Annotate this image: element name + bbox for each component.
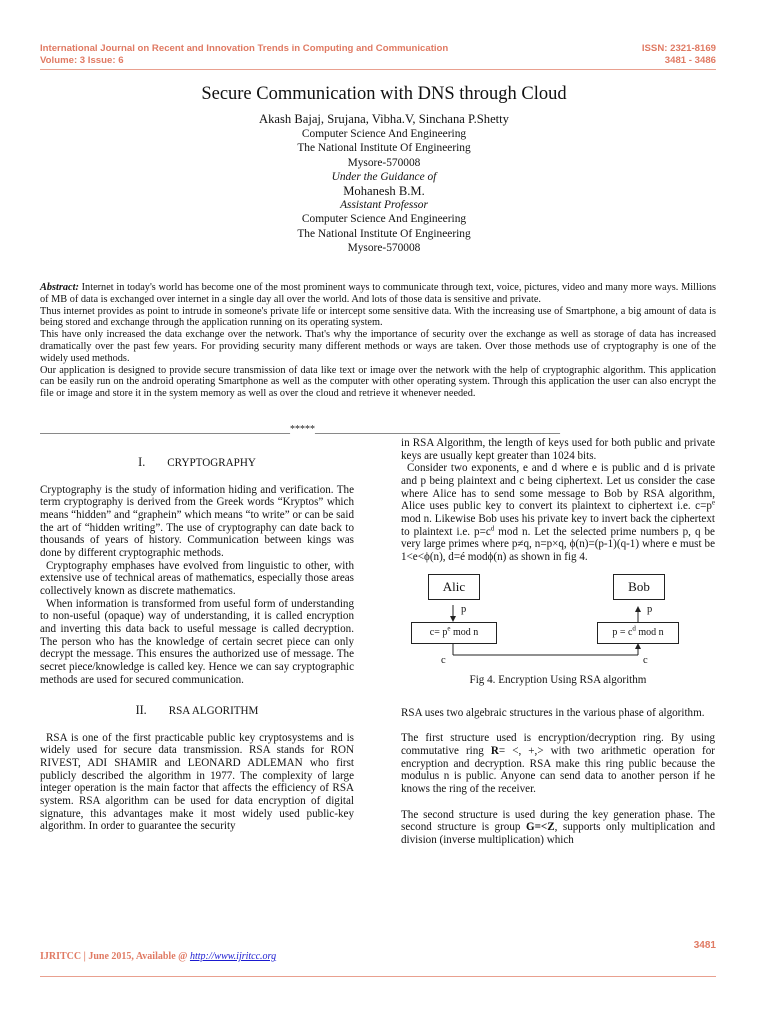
- guide-city: Mysore-570008: [347, 241, 421, 254]
- guide-inst: The National Institute Of Engineering: [297, 227, 471, 240]
- journal-link[interactable]: http://www.ijritcc.org: [189, 951, 277, 962]
- journal-name: International Journal on Recent and Innovation Trends in Computing and Communication: [40, 43, 449, 54]
- section-2-number: II.: [135, 703, 147, 718]
- rsa-structures-para: RSA uses two algebraic structures in the various phase of algorithm.: [401, 706, 705, 719]
- rsa-exponents-para: Consider two exponents, e and d where e is public and d is private and p being plaintext and c being ciphertext. Let us consider the case where Alice has to send some message to Bob by RSA algorithm, Alice uses public key to convert its plaintext to ciphertext i.e. $c=p^e$ mod n. Likewise Bob uses his private key to invert back the ciphertext to plaintext i.e. $p=c^d$ mod n. Let the selected prime numbers p, q be very large primes where p≠q, n=p×q, ϕ(n)=(p-1)(q-1) where e must be 1<e<ϕ(n), d=é modϕ(n) as shown in fig 4.: [401, 462, 715, 563]
- left-column: [40, 456, 354, 833]
- journal-pages: 3481 - 3486: [664, 54, 716, 66]
- section-divider: __________________________________________________*****_________________________________________________: [40, 425, 560, 435]
- abstract: [40, 282, 716, 400]
- figure-caption: Fig 4. Encryption Using RSA algorithm: [469, 673, 647, 686]
- right-column: [401, 437, 715, 846]
- label-c-left: c: [441, 654, 446, 666]
- affiliation-dept: Computer Science And Engineering: [301, 128, 467, 141]
- abstract-para-2: Thus internet provides as point to intrude in someone's private life or intercept some sensitive data. With the increasing use of Smartphone, a big amount of data is being stored and exchange through the application running on its operating system.: [40, 305, 716, 329]
- abstract-label: Abstract:: [40, 282, 79, 293]
- affiliation-city: Mysore-570008: [347, 156, 421, 169]
- abstract-para-3: This have only increased the data exchange over the network. That's why the importance of security over the exchange as well as storage of data has increased dramatically over the past few years. For providing security many different methods or ways are taken. Over those methods use of cryptography is one of the widely used methods.: [40, 329, 716, 364]
- section-2-title: RSA ALGORITHM: [168, 705, 259, 718]
- crypto-para-3: When information is transformed from useful form of understanding to non-useful (opaque) way of understanding, it is called encryption and inverting this data back to useful message is called decryption. The person who has the knowledge of certain secret piece can only decrypt the message. This ensures the authorized use of message. The secret piece/knowledge is called key. Hence we can say cryptographic methods are used for secured communication.: [40, 597, 354, 686]
- authors: Akash Bajaj, Srujana, Vibha.V, Sinchana P.Shetty: [259, 112, 509, 126]
- footer-rule: [40, 976, 716, 977]
- section-1-heading: [40, 456, 354, 470]
- label-c-right: c: [643, 654, 648, 666]
- paper-title: Secure Communication with DNS through Cloud: [201, 84, 567, 104]
- abstract-text-1: Internet in today's world has become one of the most prominent ways to communicate through text, voice, pictures, video and many more ways. Millions of MB of data is exchanged over internet in a single day all over the world. And lots of those data is sensitive and private.: [40, 282, 716, 305]
- abstract-para-1: [40, 282, 716, 306]
- label-p-left: p: [461, 603, 467, 615]
- rsa-keylength-para: in RSA Algorithm, the length of keys used for both public and private keys are usually kept greater than 1024 bits.: [401, 437, 715, 462]
- author-block: [0, 112, 768, 255]
- journal-volume: Volume: 3 Issue: 6: [40, 54, 124, 66]
- group-para: The second structure is used during the key generation phase. The second structure is group G=<Z, supports only multiplication and division (inverse multiplication) which: [401, 808, 715, 846]
- guide-name: Mohanesh B.M.: [343, 184, 425, 199]
- section-1-title: CRYPTOGRAPHY: [167, 457, 256, 469]
- abstract-para-4: Our application is designed to provide secure transmission of data like text or image over the network with the help of cryptographic algorithm. This application can be easily run on the android operating Smartphone as well as the computer with other operating system. Through this application the user can also encrypt the file or image and store it in the system memory as well as over the cloud and retrieve it whenever needed.: [40, 364, 716, 400]
- guide-dept: Computer Science And Engineering: [301, 213, 467, 226]
- alice-box: Alic: [428, 574, 480, 600]
- page-number: 3481: [693, 940, 716, 951]
- label-p-right: p: [647, 603, 653, 615]
- rsa-figure: [401, 574, 715, 699]
- guide-title: Assistant Professor: [340, 199, 428, 212]
- affiliation-inst: The National Institute Of Engineering: [297, 142, 471, 155]
- rsa-para-1: RSA is one of the first practicable public key cryptosystems and is widely used for secure data transmission. RSA stands for RON RIVEST, ADI SHAMIR and LEONARD ADLEMAN who first publicly described the algorithm in 1977. The complexity of large integer operation is the main factor that affects the efficiency of RSA system. RSA algorithm can be used for data encryption of digital signature, this advantages make it most widely used public-key algorithm. In order to guarantee the security: [40, 731, 354, 833]
- ring-para: The first structure used is encryption/decryption ring. By using commutative ring R= <, +,> with two arithmetic operation for encryption and decryption. RSA make this ring public because the modulus n is public. Anyone can send data to another person if he knows the ring of the receiver.: [401, 732, 715, 795]
- bob-box: Bob: [613, 574, 665, 600]
- crypto-para-2: Cryptography emphases have evolved from linguistic to other, with extensive use of technical areas of mathematics, especially those areas collectively known as discrete mathematics.: [40, 559, 354, 597]
- section-1-number: I.: [138, 455, 146, 469]
- journal-issn: ISSN: 2321-8169: [641, 43, 716, 54]
- guidance-label: Under the Guidance of: [331, 170, 437, 183]
- crypto-para-1: Cryptography is the study of information hiding and verification. The term cryptography is derived from the Greek words “Kryptos” which means “hidden” and “graphein” which means “to write” or can be said the art of “hidden writing”. The use of cryptography can date back to thousands of years of history. Communication between kings was done by different cryptographic methods.: [40, 483, 354, 559]
- encrypt-box: $c= p^e$ mod n: [411, 622, 497, 644]
- footer-text: IJRITCC | June 2015, Available @: [40, 951, 190, 962]
- section-2-heading: [40, 704, 354, 718]
- decrypt-box: $p = c^d$ mod n: [597, 622, 679, 644]
- header-rule: [40, 69, 716, 70]
- footer: [40, 951, 276, 962]
